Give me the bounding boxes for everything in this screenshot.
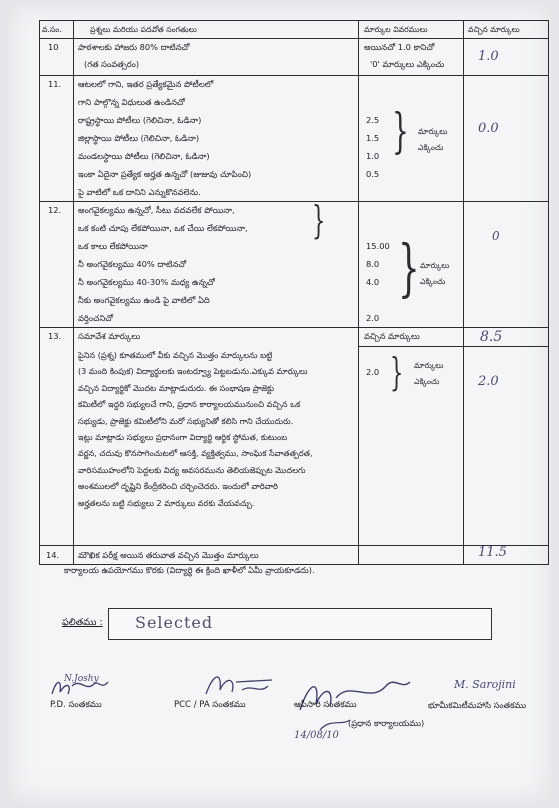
- row-10-line: పాఠశాలకు హాజరు 80% దాటినచో: [78, 42, 190, 52]
- row-11-mark-value: 0.5: [366, 169, 380, 179]
- row-12-line: నీ అంగవైకల్యము 40% దాటినచో: [78, 259, 187, 269]
- row-12-line: నీ అంగవైకల్యము 40-30% మధ్య ఉన్నచో: [78, 277, 215, 287]
- row-10-awarded: 1.0: [478, 49, 499, 64]
- row-11-line: పై వాటిలో ఒక దానిని ఎన్నుకొనవలెను.: [78, 187, 201, 197]
- row-13-line: ఇట్లు మాట్లాడు సభ్యులు ప్రధానంగా విద్యార్థి ఆర్థిక స్థోమత, కుటుంబ: [78, 432, 288, 443]
- row-11-line: మండలస్థాయి పోటీలు (గెలిచినా, ఓడినా): [78, 151, 210, 161]
- officer-signature: [290, 660, 450, 760]
- row-12-line: వర్తించనిచో: [78, 313, 114, 323]
- row-divider: [40, 327, 548, 328]
- row-13-description: [78, 347, 313, 511]
- row-11-number: 11.: [48, 79, 62, 89]
- header-marks-info: మార్కుల వివరములు: [364, 25, 428, 34]
- committee-signature-scrawl: M. Sarojini: [454, 678, 516, 691]
- row-11-line: గాని పాల్గొన్న విధులుత ఉండినచో: [78, 97, 185, 107]
- row-12-marks-label: మార్కులు: [420, 261, 450, 270]
- row-12-mark-value: 4.0: [366, 277, 380, 287]
- result-label: ఫలితము :: [62, 617, 103, 628]
- officer-signature-label: ఆపీసారి సంతకము: [294, 700, 357, 710]
- row-11-marks-label: మార్కులు: [418, 127, 448, 136]
- row-13-line: పైనిన (ప్రశ్న) కూతములో వీకు వచ్చిన మొత్తం మార్కులను బట్టి: [78, 350, 273, 360]
- signature-icon: [202, 668, 302, 702]
- col-divider: [463, 21, 464, 564]
- header-criteria: ప్రశ్నలు మరియు పదవోత సంగతులు: [90, 25, 197, 34]
- row-13-line: (3 మంది కింపుక) విద్యార్థులకు ఇంటర్వ్యూ పెట్టబడును.ఎక్కువ మార్కులు: [78, 366, 308, 377]
- marks-table: [39, 20, 549, 565]
- row-13-line: అంశములలో దృష్టిని కేంద్రీకరించి చర్చించెదరు. ఇందులో వారివారి: [78, 481, 278, 492]
- result-value: Selected: [135, 613, 214, 632]
- pd-signature: [46, 672, 126, 712]
- row-12-line: అంగవైకల్యము ఉన్నచో, సీటు వదవలేక పోయినా,: [78, 205, 235, 215]
- row-11-line: ఆటలలో గాని, ఇతర ప్రత్యేకమైన పోటీలలో: [78, 79, 214, 89]
- row-13-marks-label: ఎక్కించు: [414, 377, 440, 386]
- row-13-line: అర్హతలను బట్టి సభ్యులు 2 మార్కులు వరకు వేయవచ్చు.: [78, 497, 255, 508]
- row-13-number: 13.: [48, 331, 62, 341]
- row-11-line: రాష్ట్రస్థాయి పోటీలు (గెలిచినా, ఓడినా): [78, 115, 202, 125]
- row-10-marks-text: అయినచో 1.0 కానిచో: [364, 42, 435, 52]
- row-13-subdivider: [358, 346, 548, 347]
- office-use-footnote: కార్యాలయ ఉపయోగము కొరకు (విద్యార్థి ఈ క్రింది ఖాళీలో ఏమీ వ్రాయకూడదు).: [64, 565, 315, 575]
- officer-signature-sublabel: (ప్రధాన కార్యాలయము): [348, 718, 425, 728]
- row-14-line: మౌఖిక పరీక్ష అయిన తరువాత వచ్చిన మొత్తం మార్కులు: [78, 550, 259, 560]
- right-brace-icon: }: [392, 103, 409, 159]
- row-14-awarded: 11.5: [478, 545, 507, 560]
- officer-signature-date: 14/08/10: [294, 730, 339, 741]
- pd-signature-scrawl: N.Joshy: [64, 674, 99, 684]
- right-brace-icon: }: [390, 350, 404, 394]
- row-11-line: ఇంకా ఏదైనా ప్రత్యేక అర్హత ఉన్నచో (జుజువు చూపించి): [78, 169, 252, 179]
- row-10-marks-text: '0' మార్కులు ఎక్కించు: [370, 59, 445, 69]
- row-11-awarded: 0.0: [478, 121, 499, 136]
- row-13-line: కమిటీలో ఇద్దరి సభ్యులచే గాని, ప్రధాన కార్యాలయమునుంచి వచ్చిన ఒక: [78, 399, 301, 410]
- result-box: [108, 608, 492, 640]
- row-12-line: ఒక కాలు లేకపోయినా: [78, 241, 148, 251]
- row-10-number: 10: [48, 42, 59, 52]
- row-13-line: వర్ణన, చదువు కొనసాగించుటలో ఆసక్తి, వ్యక్తిత్వము, సాంఘిక సేవాతత్పరత,: [78, 448, 313, 459]
- pcc-signature: [172, 668, 282, 712]
- pd-signature-label: P.D. సంతకము: [50, 700, 102, 710]
- row-11-mark-value: 1.5: [366, 133, 380, 143]
- row-12-mark-value: 8.0: [366, 259, 380, 269]
- pcc-signature-label: PCC / PA సంతకము: [174, 700, 246, 710]
- row-10-line: (గత సంవత్సరం): [84, 59, 140, 69]
- row-13-marks-label: మార్కులు: [414, 361, 444, 370]
- row-13-mark-value: 2.0: [366, 367, 380, 377]
- row-divider: [40, 38, 548, 39]
- row-11-marks-label: ఎక్కించు: [418, 143, 444, 152]
- col-divider: [73, 21, 74, 564]
- row-13-line: సభ్యుడు, ప్రాజెక్టు కమిటీలోని మరో సభ్యునితో కలిసి గాని చేయుదురు.: [78, 415, 294, 426]
- right-brace-icon: }: [312, 198, 326, 242]
- col-divider: [358, 21, 359, 564]
- row-divider: [40, 75, 548, 76]
- right-brace-icon: }: [398, 231, 420, 304]
- row-11-mark-value: 2.5: [366, 115, 380, 125]
- header-sno: వ.సం.: [42, 25, 62, 34]
- row-11-line: జిల్లాస్థాయి పోటీలు (గెలిచినా, ఓడినా): [78, 133, 200, 143]
- row-12-line: నీకు అంగవైకల్యము ఉండి పై వాటిలో ఏది: [78, 295, 210, 305]
- row-14-number: 14.: [46, 550, 60, 560]
- row-11-mark-value: 1.0: [366, 151, 380, 161]
- committee-signature: [428, 678, 548, 714]
- row-12-number: 12.: [48, 205, 62, 215]
- row-divider: [40, 201, 548, 202]
- row-13-marks-header: వచ్చిన మార్కులు: [364, 331, 420, 341]
- row-12-mark-value: 15.00: [366, 241, 390, 251]
- committee-signature-label: భూమీకమిటీమహాసి సంతకము: [428, 700, 527, 710]
- row-12-line: ఒక కంటి చూపు లేకపోయినా, ఒక చేయి లేకపోయినా,: [78, 223, 248, 233]
- row-divider: [40, 545, 548, 546]
- row-13-awarded: 2.0: [478, 374, 499, 389]
- row-13-line: వచ్చిన విద్యార్థికో మొదట మాట్లాడుదురు. ఈ సంభాషణ ప్రాజెక్టు: [78, 382, 275, 393]
- row-12-awarded: 0: [492, 229, 500, 243]
- row-13-line: వారిసముహంలోని పెద్దలకు విద్య అవసరమును తెలియజెప్పుట మొదలగు: [78, 464, 306, 475]
- row-13-marks-header-value: 8.5: [480, 329, 503, 345]
- header-marks-got: వచ్చిన మార్కులు: [468, 25, 520, 34]
- row-12-marks-label: ఎక్కించు: [420, 277, 446, 286]
- row-12-mark-value: 2.0: [366, 313, 380, 323]
- row-13-title: సమావేశ మార్కులు: [78, 331, 141, 341]
